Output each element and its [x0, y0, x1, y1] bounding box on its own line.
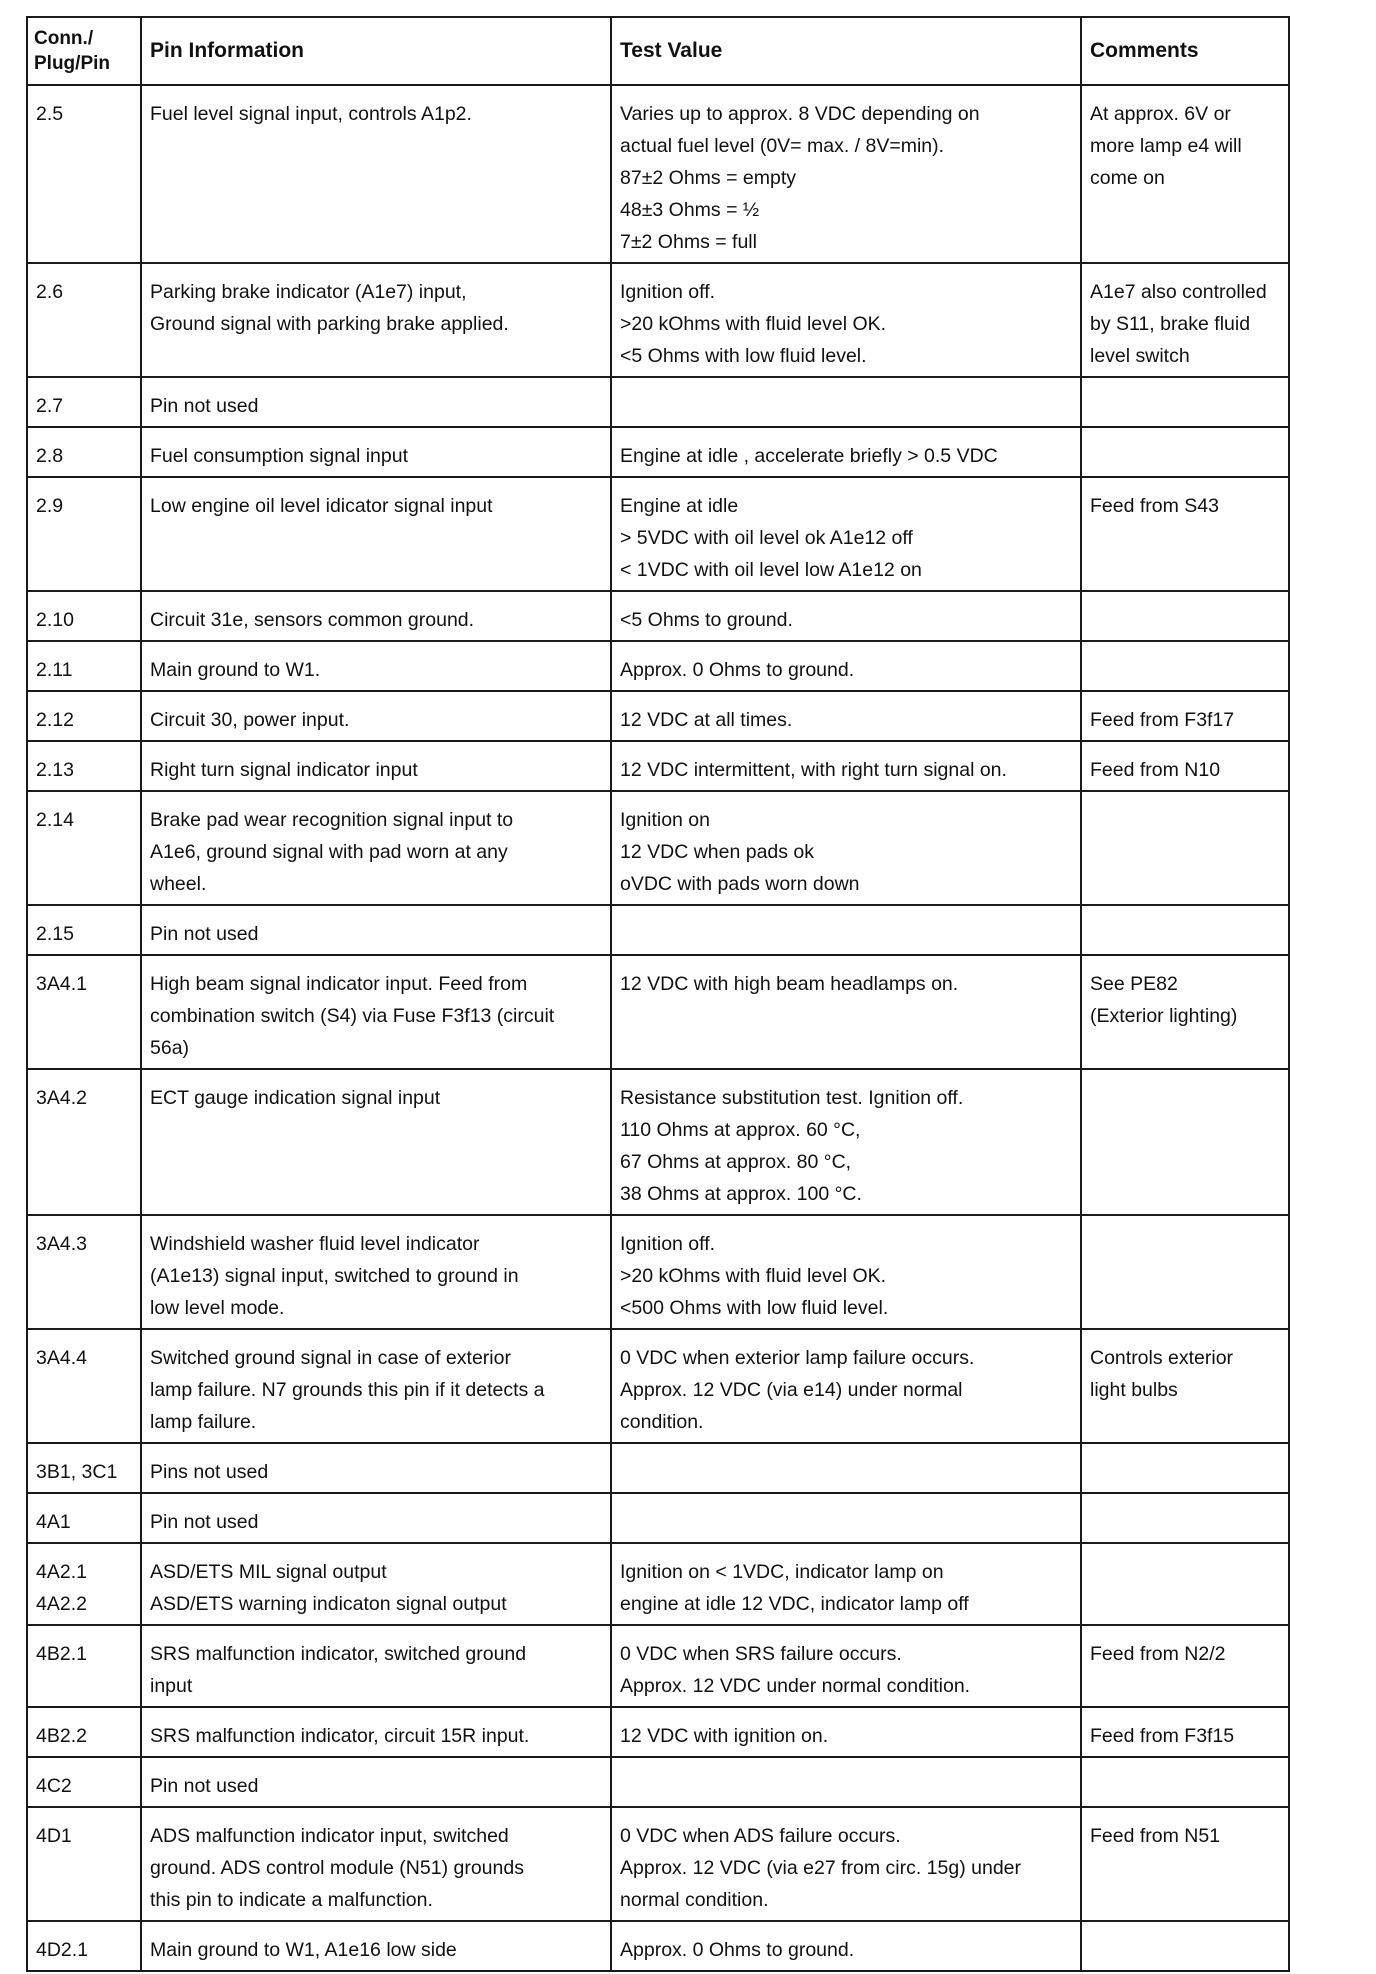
cell-test-value-line: Approx. 0 Ohms to ground. — [620, 1939, 855, 1961]
cell-test-value — [611, 955, 1081, 1069]
cell-test-value — [611, 1215, 1081, 1329]
cell-pin-information — [141, 741, 611, 791]
cell-pin-information-line: input — [150, 1675, 193, 1697]
table-row — [27, 691, 1289, 741]
cell-conn-pin-line: 2.13 — [36, 759, 74, 781]
table-row — [27, 263, 1289, 377]
cell-test-value — [611, 691, 1081, 741]
cell-comments — [1081, 641, 1289, 691]
cell-comments — [1081, 691, 1289, 741]
cell-comments-line: Feed from F3f15 — [1090, 1725, 1235, 1747]
cell-conn-pin-line: 2.9 — [36, 495, 64, 517]
cell-conn-pin — [27, 1707, 141, 1757]
cell-test-value-line: normal condition. — [620, 1889, 769, 1911]
cell-pin-information-line: Windshield washer fluid level indicator — [150, 1233, 480, 1255]
cell-pin-information — [141, 1807, 611, 1921]
cell-comments — [1081, 1807, 1289, 1921]
table-row — [27, 1329, 1289, 1443]
cell-comments-line: See PE82 — [1090, 973, 1178, 995]
cell-comments — [1081, 85, 1289, 263]
cell-test-value-line: Ignition off. — [620, 281, 716, 303]
cell-test-value-line: 12 VDC with high beam headlamps on. — [620, 973, 959, 995]
cell-test-value — [611, 1625, 1081, 1707]
cell-comments — [1081, 1625, 1289, 1707]
table-row — [27, 427, 1289, 477]
cell-conn-pin — [27, 263, 141, 377]
cell-test-value — [611, 591, 1081, 641]
cell-pin-information-line: SRS malfunction indicator, circuit 15R input. — [150, 1725, 530, 1747]
cell-conn-pin-line: 2.6 — [36, 281, 64, 303]
cell-comments — [1081, 1493, 1289, 1543]
cell-pin-information-line: Fuel level signal input, controls A1p2. — [150, 103, 472, 125]
cell-conn-pin — [27, 1215, 141, 1329]
cell-comments-line: Feed from N51 — [1090, 1825, 1221, 1847]
cell-comments-line: A1e7 also controlled — [1090, 281, 1267, 303]
table-row — [27, 1921, 1289, 1971]
cell-pin-information-line: ASD/ETS warning indicaton signal output — [150, 1593, 507, 1615]
cell-test-value-line: Ignition on < 1VDC, indicator lamp on — [620, 1561, 944, 1583]
cell-pin-information-line: lamp failure. N7 grounds this pin if it detects a — [150, 1379, 545, 1401]
cell-conn-pin-line: 4A2.1 — [36, 1561, 87, 1583]
cell-test-value-line: Approx. 12 VDC (via e27 from circ. 15g) under — [620, 1857, 1022, 1879]
cell-test-value — [611, 905, 1081, 955]
cell-test-value-line: 7±2 Ohms = full — [620, 231, 757, 253]
table-row — [27, 741, 1289, 791]
cell-test-value — [611, 1543, 1081, 1625]
cell-pin-information-line: ASD/ETS MIL signal output — [150, 1561, 387, 1583]
cell-test-value-line: Varies up to approx. 8 VDC depending on — [620, 103, 980, 125]
cell-test-value-line: 38 Ohms at approx. 100 °C. — [620, 1183, 862, 1205]
cell-comments — [1081, 1329, 1289, 1443]
cell-pin-information — [141, 641, 611, 691]
cell-conn-pin — [27, 1543, 141, 1625]
cell-conn-pin — [27, 955, 141, 1069]
cell-comments — [1081, 263, 1289, 377]
cell-comments — [1081, 905, 1289, 955]
cell-test-value-line: <5 Ohms to ground. — [620, 609, 793, 631]
cell-pin-information-line: Pin not used — [150, 923, 259, 945]
cell-conn-pin — [27, 427, 141, 477]
cell-pin-information — [141, 263, 611, 377]
cell-comments — [1081, 1215, 1289, 1329]
cell-pin-information-line: Brake pad wear recognition signal input to — [150, 809, 514, 831]
cell-test-value-line: actual fuel level (0V= max. / 8V=min). — [620, 135, 945, 157]
cell-pin-information — [141, 427, 611, 477]
cell-comments-line: light bulbs — [1090, 1379, 1178, 1401]
cell-test-value-line: 67 Ohms at approx. 80 °C, — [620, 1151, 852, 1173]
cell-conn-pin-line: 2.12 — [36, 709, 74, 731]
cell-test-value-line: Approx. 12 VDC under normal condition. — [620, 1675, 971, 1697]
cell-comments-line: Controls exterior — [1090, 1347, 1234, 1369]
cell-pin-information — [141, 1757, 611, 1807]
cell-test-value-line: Engine at idle — [620, 495, 739, 517]
table-row — [27, 1443, 1289, 1493]
cell-pin-information-line: Circuit 30, power input. — [150, 709, 350, 731]
cell-test-value-line: 12 VDC intermittent, with right turn signal on. — [620, 759, 1007, 781]
cell-comments — [1081, 1443, 1289, 1493]
cell-pin-information-line: Main ground to W1. — [150, 659, 321, 681]
cell-pin-information-line: this pin to indicate a malfunction. — [150, 1889, 433, 1911]
cell-conn-pin-line: 3A4.3 — [36, 1233, 87, 1255]
cell-pin-information — [141, 1215, 611, 1329]
cell-pin-information-line: A1e6, ground signal with pad worn at any — [150, 841, 508, 863]
table-row — [27, 377, 1289, 427]
header-comments: Comments — [1081, 17, 1289, 85]
cell-test-value-line: oVDC with pads worn down — [620, 873, 860, 895]
cell-pin-information — [141, 691, 611, 741]
cell-comments — [1081, 1757, 1289, 1807]
cell-test-value-line: <5 Ohms with low fluid level. — [620, 345, 867, 367]
cell-test-value — [611, 1707, 1081, 1757]
table-row — [27, 1543, 1289, 1625]
cell-conn-pin-line: 4D1 — [36, 1825, 72, 1847]
cell-pin-information-line: SRS malfunction indicator, switched ground — [150, 1643, 527, 1665]
cell-test-value — [611, 1443, 1081, 1493]
cell-pin-information — [141, 591, 611, 641]
table-row — [27, 791, 1289, 905]
cell-comments-line: Feed from S43 — [1090, 495, 1219, 517]
cell-conn-pin-line: 4B2.2 — [36, 1725, 87, 1747]
cell-conn-pin — [27, 741, 141, 791]
cell-pin-information-line: High beam signal indicator input. Feed from — [150, 973, 528, 995]
cell-test-value-line: >20 kOhms with fluid level OK. — [620, 313, 887, 335]
table-row — [27, 85, 1289, 263]
pin-test-table-page — [26, 16, 1288, 1972]
cell-pin-information-line: ECT gauge indication signal input — [150, 1087, 441, 1109]
cell-pin-information — [141, 791, 611, 905]
cell-test-value-line: Approx. 0 Ohms to ground. — [620, 659, 855, 681]
cell-test-value — [611, 641, 1081, 691]
cell-pin-information-line: combination switch (S4) via Fuse F3f13 (circuit — [150, 1005, 555, 1027]
cell-conn-pin — [27, 1443, 141, 1493]
cell-conn-pin-line: 4A1 — [36, 1511, 71, 1533]
cell-test-value-line: Approx. 12 VDC (via e14) under normal — [620, 1379, 963, 1401]
cell-pin-information-line: Parking brake indicator (A1e7) input, — [150, 281, 467, 303]
cell-pin-information-line: Pin not used — [150, 395, 259, 417]
cell-test-value — [611, 741, 1081, 791]
table-body — [27, 85, 1289, 1971]
cell-conn-pin-line: 2.7 — [36, 395, 64, 417]
cell-comments — [1081, 955, 1289, 1069]
header-test-value: Test Value — [611, 17, 1081, 85]
cell-conn-pin — [27, 85, 141, 263]
cell-pin-information — [141, 1921, 611, 1971]
cell-comments — [1081, 427, 1289, 477]
header-row — [27, 17, 1289, 85]
header-pin-information: Pin Information — [141, 17, 611, 85]
cell-test-value — [611, 1069, 1081, 1215]
cell-conn-pin-line: 2.5 — [36, 103, 64, 125]
cell-test-value-line: 12 VDC with ignition on. — [620, 1725, 829, 1747]
cell-conn-pin-line: 4D2.1 — [36, 1939, 89, 1961]
cell-pin-information-line: Pin not used — [150, 1511, 259, 1533]
header-conn-line: Plug/Pin — [34, 53, 110, 74]
cell-comments — [1081, 791, 1289, 905]
cell-conn-pin-line: 2.14 — [36, 809, 74, 831]
cell-pin-information-line: Circuit 31e, sensors common ground. — [150, 609, 475, 631]
cell-pin-information-line: lamp failure. — [150, 1411, 257, 1433]
cell-test-value-line: engine at idle 12 VDC, indicator lamp off — [620, 1593, 969, 1615]
cell-conn-pin — [27, 1625, 141, 1707]
cell-conn-pin-line: 4C2 — [36, 1775, 72, 1797]
cell-pin-information — [141, 955, 611, 1069]
cell-pin-information — [141, 1543, 611, 1625]
cell-comments — [1081, 1707, 1289, 1757]
cell-test-value — [611, 427, 1081, 477]
table-row — [27, 1625, 1289, 1707]
cell-test-value — [611, 85, 1081, 263]
cell-conn-pin — [27, 377, 141, 427]
table-row — [27, 591, 1289, 641]
cell-test-value-line: > 5VDC with oil level ok A1e12 off — [620, 527, 913, 549]
header-conn — [27, 17, 141, 85]
cell-pin-information-line: Pins not used — [150, 1461, 269, 1483]
cell-test-value — [611, 1329, 1081, 1443]
cell-conn-pin-line: 2.8 — [36, 445, 64, 467]
cell-pin-information — [141, 1625, 611, 1707]
cell-test-value-line: condition. — [620, 1411, 704, 1433]
cell-conn-pin — [27, 791, 141, 905]
cell-test-value-line: 0 VDC when ADS failure occurs. — [620, 1825, 901, 1847]
cell-test-value — [611, 1921, 1081, 1971]
cell-pin-information-line: Right turn signal indicator input — [150, 759, 418, 781]
cell-conn-pin — [27, 1757, 141, 1807]
cell-test-value-line: >20 kOhms with fluid level OK. — [620, 1265, 887, 1287]
cell-test-value-line: 12 VDC when pads ok — [620, 841, 815, 863]
cell-comments — [1081, 1921, 1289, 1971]
cell-conn-pin-line: 4A2.2 — [36, 1593, 87, 1615]
cell-conn-pin — [27, 477, 141, 591]
cell-conn-pin-line: 3B1, 3C1 — [36, 1461, 118, 1483]
table-row — [27, 1493, 1289, 1543]
table-row — [27, 955, 1289, 1069]
cell-comments-line: (Exterior lighting) — [1090, 1005, 1238, 1027]
cell-conn-pin-line: 2.10 — [36, 609, 74, 631]
cell-pin-information-line: (A1e13) signal input, switched to ground in — [150, 1265, 519, 1287]
cell-conn-pin-line: 3A4.2 — [36, 1087, 87, 1109]
cell-pin-information — [141, 85, 611, 263]
cell-pin-information-line: Low engine oil level idicator signal input — [150, 495, 493, 517]
cell-comments — [1081, 1543, 1289, 1625]
cell-test-value — [611, 477, 1081, 591]
cell-pin-information-line: 56a) — [150, 1037, 190, 1059]
table-row — [27, 1215, 1289, 1329]
cell-pin-information — [141, 905, 611, 955]
cell-conn-pin — [27, 1807, 141, 1921]
cell-pin-information-line: Fuel consumption signal input — [150, 445, 408, 467]
cell-conn-pin-line: 3A4.1 — [36, 973, 87, 995]
cell-conn-pin-line: 2.11 — [36, 659, 73, 681]
cell-comments-line: by S11, brake fluid — [1090, 313, 1251, 335]
cell-test-value-line: 110 Ohms at approx. 60 °C, — [620, 1119, 861, 1141]
cell-pin-information-line: Pin not used — [150, 1775, 259, 1797]
cell-conn-pin — [27, 1069, 141, 1215]
cell-comments — [1081, 477, 1289, 591]
cell-pin-information — [141, 1443, 611, 1493]
cell-conn-pin — [27, 591, 141, 641]
cell-comments-line: Feed from N10 — [1090, 759, 1221, 781]
cell-pin-information-line: Switched ground signal in case of exterior — [150, 1347, 511, 1369]
cell-comments — [1081, 741, 1289, 791]
cell-conn-pin — [27, 1329, 141, 1443]
cell-test-value-line: 87±2 Ohms = empty — [620, 167, 796, 189]
cell-pin-information-line: Ground signal with parking brake applied. — [150, 313, 509, 335]
cell-conn-pin — [27, 905, 141, 955]
cell-pin-information — [141, 1069, 611, 1215]
cell-test-value-line: <500 Ohms with low fluid level. — [620, 1297, 889, 1319]
cell-pin-information-line: wheel. — [150, 873, 207, 895]
pin-test-table — [26, 16, 1290, 1972]
table-row — [27, 1707, 1289, 1757]
cell-conn-pin — [27, 1493, 141, 1543]
cell-conn-pin-line: 3A4.4 — [36, 1347, 87, 1369]
cell-pin-information — [141, 377, 611, 427]
cell-comments-line: Feed from N2/2 — [1090, 1643, 1226, 1665]
table-row — [27, 1069, 1289, 1215]
cell-test-value-line: Ignition off. — [620, 1233, 716, 1255]
cell-test-value — [611, 1757, 1081, 1807]
table-row — [27, 477, 1289, 591]
cell-comments-line: more lamp e4 will — [1090, 135, 1242, 157]
cell-test-value-line: Engine at idle , accelerate briefly > 0.5 VDC — [620, 445, 998, 467]
cell-comments-line: level switch — [1090, 345, 1190, 367]
cell-test-value — [611, 791, 1081, 905]
cell-comments-line: Feed from F3f17 — [1090, 709, 1235, 731]
cell-test-value-line: 12 VDC at all times. — [620, 709, 793, 731]
cell-pin-information-line: ground. ADS control module (N51) grounds — [150, 1857, 524, 1879]
cell-pin-information — [141, 477, 611, 591]
header-conn-line: Conn./ — [34, 28, 94, 49]
cell-test-value-line: 48±3 Ohms = ½ — [620, 199, 760, 221]
cell-test-value — [611, 1493, 1081, 1543]
cell-comments-line: come on — [1090, 167, 1165, 189]
cell-test-value — [611, 263, 1081, 377]
cell-comments — [1081, 1069, 1289, 1215]
cell-test-value-line: Ignition on — [620, 809, 710, 831]
cell-pin-information — [141, 1707, 611, 1757]
cell-pin-information-line: ADS malfunction indicator input, switched — [150, 1825, 509, 1847]
cell-comments — [1081, 591, 1289, 641]
cell-pin-information-line: Main ground to W1, A1e16 low side — [150, 1939, 457, 1961]
cell-conn-pin-line: 4B2.1 — [36, 1643, 87, 1665]
cell-comments-line: At approx. 6V or — [1090, 103, 1231, 125]
cell-conn-pin — [27, 691, 141, 741]
cell-test-value — [611, 1807, 1081, 1921]
cell-pin-information — [141, 1329, 611, 1443]
table-row — [27, 1807, 1289, 1921]
cell-conn-pin — [27, 1921, 141, 1971]
cell-test-value-line: Resistance substitution test. Ignition off. — [620, 1087, 964, 1109]
cell-pin-information — [141, 1493, 611, 1543]
table-row — [27, 1757, 1289, 1807]
cell-test-value-line: 0 VDC when SRS failure occurs. — [620, 1643, 902, 1665]
table-row — [27, 641, 1289, 691]
cell-test-value-line: 0 VDC when exterior lamp failure occurs. — [620, 1347, 975, 1369]
cell-pin-information-line: low level mode. — [150, 1297, 285, 1319]
cell-test-value-line: < 1VDC with oil level low A1e12 on — [620, 559, 922, 581]
cell-conn-pin-line: 2.15 — [36, 923, 74, 945]
cell-conn-pin — [27, 641, 141, 691]
cell-test-value — [611, 377, 1081, 427]
table-row — [27, 905, 1289, 955]
cell-comments — [1081, 377, 1289, 427]
